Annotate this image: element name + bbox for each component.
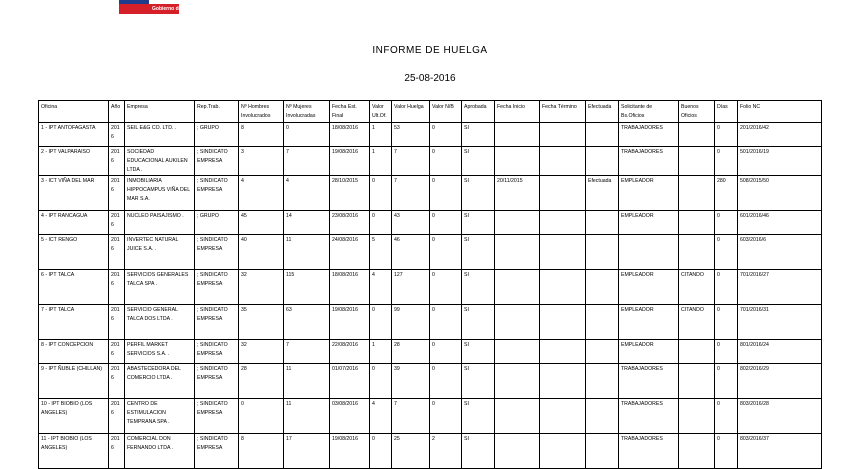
table-cell: TRABAJADORES (619, 147, 679, 176)
column-header: Aprobada (462, 101, 495, 123)
table-cell: 4 (284, 176, 330, 211)
table-row (39, 123, 822, 147)
table-cell: ; SINDICATO EMPRESA (195, 364, 239, 399)
column-header: Nº Mujeres Involucradas (284, 101, 330, 123)
table-cell: 32 (239, 270, 284, 305)
table-cell: EMPLEADOR (619, 270, 679, 305)
table-cell: 0 (430, 340, 462, 364)
table-cell: PERFIL MARKET SERVICIOS S.A. . (125, 340, 195, 364)
table-cell: 0 (370, 434, 392, 469)
table-cell: 46 (392, 235, 430, 270)
table-cell: 53 (392, 123, 430, 147)
table-cell: 0 (715, 305, 738, 340)
table-cell: 6 - IPT TALCA (39, 270, 109, 305)
column-header: Fecha Est. Final (330, 101, 370, 123)
table-cell: 32 (239, 340, 284, 364)
table-cell: 0 (370, 211, 392, 235)
table-cell (540, 305, 586, 340)
table-cell (495, 147, 540, 176)
column-header: Buenos Oficios (679, 101, 715, 123)
table-cell: 0 (715, 364, 738, 399)
column-header: Folio NC (738, 101, 822, 123)
table-cell: 127 (392, 270, 430, 305)
column-header: Rep.Trab. (195, 101, 239, 123)
table-cell: 0 (715, 399, 738, 434)
table-row (39, 176, 822, 211)
table-row (39, 399, 822, 434)
table-cell: 63 (284, 305, 330, 340)
table-cell: NUCLEO PAISAJISMO . (125, 211, 195, 235)
table-cell: 0 (715, 235, 738, 270)
table-cell: 0 (715, 270, 738, 305)
table-cell: 501/2016/19 (738, 147, 822, 176)
table-cell: 1 (370, 340, 392, 364)
table-cell (540, 270, 586, 305)
table-cell: 5 - ICT RENGO (39, 235, 109, 270)
table-cell: 11 (284, 235, 330, 270)
table-cell (495, 434, 540, 469)
table-cell: 39 (392, 364, 430, 399)
table-cell: 18/08/2016 (330, 270, 370, 305)
table-cell: 2 (430, 434, 462, 469)
table-row (39, 364, 822, 399)
table-cell: 28/10/2015 (330, 176, 370, 211)
table-cell: 4 (239, 176, 284, 211)
table-cell: 2016 (109, 364, 125, 399)
table-cell: TRABAJADORES (619, 399, 679, 434)
table-cell (495, 211, 540, 235)
table-cell: 20/11/2015 (495, 176, 540, 211)
table-cell: ; SINDICATO EMPRESA (195, 176, 239, 211)
table-cell (679, 176, 715, 211)
table-header-row (39, 101, 822, 123)
table-cell: SERVICIO GENERAL TALCA DOS LTDA . (125, 305, 195, 340)
column-header: Valor Huelga (392, 101, 430, 123)
table-cell: 43 (392, 211, 430, 235)
table-cell: 2016 (109, 176, 125, 211)
table-cell: 25 (392, 434, 430, 469)
table-cell (679, 340, 715, 364)
table-cell: 2016 (109, 305, 125, 340)
table-cell: 7 (284, 147, 330, 176)
table-cell (586, 340, 619, 364)
table-cell: 11 - IPT BIOBIO (LOS ANGELES) (39, 434, 109, 469)
table-cell: SI (462, 270, 495, 305)
table-row (39, 147, 822, 176)
table-cell: SI (462, 147, 495, 176)
table-cell: SI (462, 123, 495, 147)
table-cell (679, 123, 715, 147)
table-cell: EMPLEADOR (619, 340, 679, 364)
table-cell: ; GRUPO (195, 211, 239, 235)
table-cell: 3 - ICT VIÑA DEL MAR (39, 176, 109, 211)
table-cell: 1 (370, 123, 392, 147)
table-cell: ; SINDICATO EMPRESA (195, 147, 239, 176)
table-cell: TRABAJADORES (619, 364, 679, 399)
table-cell: 601/2016/46 (738, 211, 822, 235)
table-cell: 03/08/2016 (330, 399, 370, 434)
table-cell: 22/08/2016 (330, 340, 370, 364)
table-cell (540, 176, 586, 211)
table-cell (679, 399, 715, 434)
table-cell: 19/08/2016 (330, 434, 370, 469)
table-cell (586, 211, 619, 235)
table-row (39, 434, 822, 469)
column-header: Empresa (125, 101, 195, 123)
table-cell: TRABAJADORES (619, 434, 679, 469)
table-cell: INVERTEC NATURAL JUICE S.A. . (125, 235, 195, 270)
table-cell: CITANDO (679, 305, 715, 340)
table-cell: ; SINDICATO EMPRESA (195, 305, 239, 340)
table-cell: SI (462, 399, 495, 434)
table-cell: 0 (715, 340, 738, 364)
table-cell: 701/2016/27 (738, 270, 822, 305)
table-cell: ; GRUPO (195, 123, 239, 147)
table-row (39, 235, 822, 270)
table-cell: 19/08/2016 (330, 147, 370, 176)
table-cell: 8 (239, 123, 284, 147)
table-cell: SI (462, 305, 495, 340)
column-header: Días (715, 101, 738, 123)
table-cell: 5 (370, 235, 392, 270)
table-cell (586, 270, 619, 305)
table-cell: 19/08/2016 (330, 305, 370, 340)
table-cell: INMOBILIARIA HIPPOCAMPUS VIÑA DEL MAR S.A. (125, 176, 195, 211)
table-cell: 0 (430, 147, 462, 176)
table-cell: 01/07/2016 (330, 364, 370, 399)
table-cell (540, 211, 586, 235)
table-cell: SI (462, 340, 495, 364)
table-cell (540, 399, 586, 434)
table-cell: 2016 (109, 340, 125, 364)
table-cell (495, 123, 540, 147)
table-cell (679, 434, 715, 469)
table-cell: 14 (284, 211, 330, 235)
table-cell: 3 (239, 147, 284, 176)
table-cell (586, 147, 619, 176)
table-cell: 28 (239, 364, 284, 399)
table-cell: 0 (370, 305, 392, 340)
table-cell: 17 (284, 434, 330, 469)
table-cell: 40 (239, 235, 284, 270)
report-title: INFORME DE HUELGA (372, 45, 488, 56)
table-cell: 7 - IPT TALCA (39, 305, 109, 340)
table-cell: 4 (370, 399, 392, 434)
table-row (39, 211, 822, 235)
table-cell: 0 (430, 211, 462, 235)
table-cell: 701/2016/31 (738, 305, 822, 340)
table-cell: 0 (370, 176, 392, 211)
table-cell: 115 (284, 270, 330, 305)
table-cell: SEIL E&G CO. LTD. . (125, 123, 195, 147)
strike-report-table (38, 100, 822, 469)
table-cell: SI (462, 434, 495, 469)
table-cell: 0 (430, 364, 462, 399)
column-header: Fecha Inicio (495, 101, 540, 123)
table-cell: 2016 (109, 270, 125, 305)
table-cell: 0 (430, 123, 462, 147)
table-cell: 7 (284, 340, 330, 364)
table-cell: EMPLEADOR (619, 176, 679, 211)
table-cell (679, 364, 715, 399)
table-cell: 2016 (109, 235, 125, 270)
table-row (39, 305, 822, 340)
table-cell: 280 (715, 176, 738, 211)
table-cell: 2016 (109, 147, 125, 176)
table-cell: 801/2016/24 (738, 340, 822, 364)
table-cell: Efectuada (586, 176, 619, 211)
table-cell: 8 (239, 434, 284, 469)
table-cell: 0 (239, 399, 284, 434)
table-cell (679, 211, 715, 235)
table-cell: 23/08/2016 (330, 211, 370, 235)
table-cell (495, 235, 540, 270)
column-header: Nº Hombres Involucrados (239, 101, 284, 123)
table-cell: SOCIEDAD EDUCACIONAL AUKILEN LTDA . (125, 147, 195, 176)
table-cell (495, 340, 540, 364)
table-cell: 603/2016/6 (738, 235, 822, 270)
table-cell (540, 364, 586, 399)
table-cell: ; SINDICATO EMPRESA (195, 434, 239, 469)
column-header: Solicitante de Bs.Oficios (619, 101, 679, 123)
table-cell: 0 (715, 434, 738, 469)
table-cell: 4 (370, 270, 392, 305)
table-cell (586, 235, 619, 270)
table-cell: 1 - IPT ANTOFAGASTA (39, 123, 109, 147)
column-header: Valor N/B (430, 101, 462, 123)
table-cell: 0 (430, 235, 462, 270)
table-cell: CITANDO (679, 270, 715, 305)
table-cell: SERVICIOS GENERALES TALCA SPA . (125, 270, 195, 305)
table-cell: 0 (430, 270, 462, 305)
table-cell: 8 - IPT CONCEPCION (39, 340, 109, 364)
table-cell: 28 (392, 340, 430, 364)
table-cell: 0 (430, 176, 462, 211)
table-cell (586, 364, 619, 399)
table-cell: COMERCIAL DON FERNANDO LTDA . (125, 434, 195, 469)
table-cell: 508/2015/50 (738, 176, 822, 211)
table-cell: 7 (392, 176, 430, 211)
table-cell: 0 (430, 305, 462, 340)
table-cell (586, 305, 619, 340)
table-cell (495, 270, 540, 305)
table-cell: 7 (392, 399, 430, 434)
table-body (39, 123, 822, 469)
table-cell: 0 (715, 147, 738, 176)
table-cell: ; SINDICATO EMPRESA (195, 235, 239, 270)
government-logo (119, 0, 196, 14)
column-header: Fecha Término (540, 101, 586, 123)
table-cell (679, 235, 715, 270)
table-cell: 803/2016/28 (738, 399, 822, 434)
table-cell: ABASTECEDORA DEL COMERCIO LTDA . (125, 364, 195, 399)
table-cell: 9 - IPT ÑUBLE (CHILLAN) (39, 364, 109, 399)
table-cell: 11 (284, 399, 330, 434)
table-cell: SI (462, 235, 495, 270)
table-cell (495, 399, 540, 434)
table-cell: 7 (392, 147, 430, 176)
table-cell (495, 305, 540, 340)
table-cell: ; SINDICATO EMPRESA (195, 270, 239, 305)
table-cell: EMPLEADOR (619, 211, 679, 235)
table-cell (586, 123, 619, 147)
table-cell: 0 (430, 399, 462, 434)
table-cell: TRABAJADORES (619, 123, 679, 147)
table-cell: 2016 (109, 211, 125, 235)
table-cell: 2 - IPT VALPARAISO (39, 147, 109, 176)
table-cell: SI (462, 211, 495, 235)
table-cell (679, 147, 715, 176)
table-cell: 10 - IPT BIOBIO (LOS ANGELES) (39, 399, 109, 434)
table-cell: 0 (284, 123, 330, 147)
column-header: Año (109, 101, 125, 123)
table-row (39, 340, 822, 364)
table-cell: 99 (392, 305, 430, 340)
table-cell: 35 (239, 305, 284, 340)
table-cell (540, 340, 586, 364)
table-cell: SI (462, 364, 495, 399)
column-header: Valor Ult.Of. (370, 101, 392, 123)
table-cell: ; SINDICATO EMPRESA (195, 399, 239, 434)
table-cell: 0 (715, 123, 738, 147)
table-cell (586, 399, 619, 434)
table-row (39, 270, 822, 305)
table-cell: 2016 (109, 434, 125, 469)
table-cell: EMPLEADOR (619, 305, 679, 340)
table-cell: 802/2016/29 (738, 364, 822, 399)
table-cell (540, 434, 586, 469)
table-cell (495, 364, 540, 399)
table-cell (540, 235, 586, 270)
column-header: Efectuada (586, 101, 619, 123)
table-cell: 24/08/2016 (330, 235, 370, 270)
table-cell: 2016 (109, 123, 125, 147)
table-cell: 201/2016/42 (738, 123, 822, 147)
table-cell (540, 123, 586, 147)
table-cell: CENTRO DE ESTIMULACION TEMPRANA SPA . (125, 399, 195, 434)
table-cell (586, 434, 619, 469)
table-cell: 803/2016/37 (738, 434, 822, 469)
table-cell: 1 (370, 147, 392, 176)
table-cell (619, 235, 679, 270)
report-date: 25-08-2016 (404, 73, 456, 84)
table-cell: 18/08/2016 (330, 123, 370, 147)
table-cell: 0 (370, 364, 392, 399)
table-cell: 11 (284, 364, 330, 399)
table-cell: 45 (239, 211, 284, 235)
table-cell: ; SINDICATO EMPRESA (195, 340, 239, 364)
table-cell: SI (462, 176, 495, 211)
column-header: Oficina (39, 101, 109, 123)
table-cell (540, 147, 586, 176)
table-cell: 4 - IPT RANCAGUA (39, 211, 109, 235)
table-cell: 0 (715, 211, 738, 235)
logo-text: Gobierno de Chile (152, 6, 196, 12)
table-cell: 2016 (109, 399, 125, 434)
